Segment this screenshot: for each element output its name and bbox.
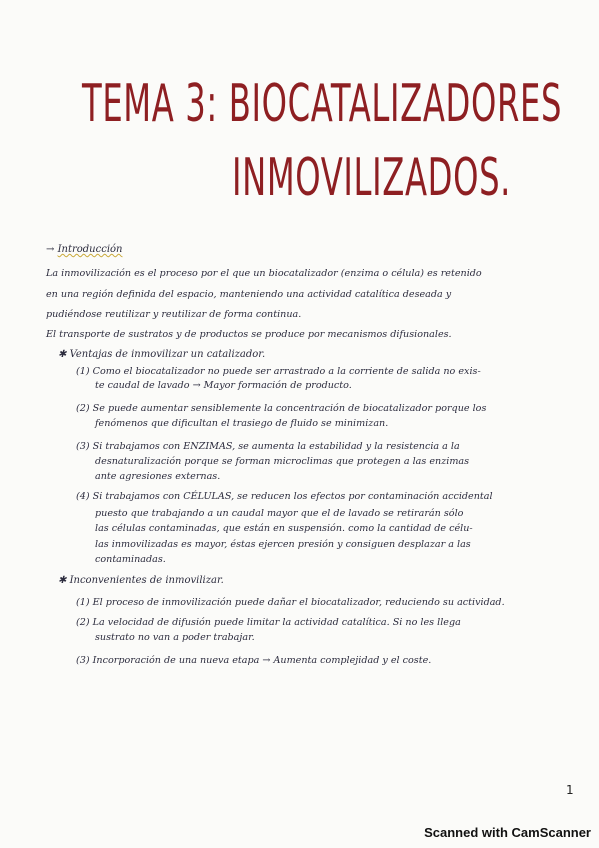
ventajas-line: fenómenos que dificultan el trasiego de fluido se minimizan. xyxy=(95,418,389,429)
inconvenientes-line: (3) Incorporación de una nueva etapa → Aumenta complejidad y el coste. xyxy=(76,655,432,666)
ventajas-line: puesto que trabajando a un caudal mayor que el de lavado se retirarán sólo xyxy=(95,508,464,519)
ventajas-line: (2) Se puede aumentar sensiblemente la concentración de biocatalizador porque los xyxy=(76,403,487,414)
intro-line: El transporte de sustratos y de productos se produce por mecanismos difusionales. xyxy=(46,329,452,340)
ventajas-line: las células contaminadas, que están en suspensión. como la cantidad de célu- xyxy=(95,523,473,534)
arrow-icon: → xyxy=(46,244,58,255)
inconvenientes-line: (1) El proceso de inmovilización puede dañar el biocatalizador, reduciendo su actividad. xyxy=(76,597,505,608)
page-number: 1 xyxy=(566,783,574,797)
ventajas-heading-row xyxy=(58,349,265,360)
inconvenientes-line: (2) La velocidad de difusión puede limitar la actividad catalítica. Si no les llega xyxy=(76,617,461,628)
title-line-2: INMOVILIZADOS. xyxy=(232,148,512,208)
ventajas-line: las inmovilizadas es mayor, éstas ejercen presión y consiguen desplazar a las xyxy=(95,539,471,550)
intro-heading: Introducción xyxy=(57,244,123,255)
intro-line: La inmovilización es el proceso por el que un biocatalizador (enzima o célula) es retenido xyxy=(46,268,482,279)
ventajas-line: (4) Si trabajamos con CÉLULAS, se reducen los efectos por contaminación accidental xyxy=(76,491,493,502)
bullet-icon: ✱ xyxy=(58,349,70,360)
inconvenientes-heading: Inconvenientes de inmovilizar. xyxy=(69,575,224,586)
ventajas-line: contaminadas. xyxy=(95,554,166,565)
bullet-icon: ✱ xyxy=(58,575,70,586)
intro-line: en una región definida del espacio, manteniendo una actividad catalítica deseada y xyxy=(46,289,452,300)
ventajas-heading: Ventajas de inmovilizar un catalizador. xyxy=(69,349,266,360)
ventajas-line: (3) Si trabajamos con ENZIMAS, se aumenta la estabilidad y la resistencia a la xyxy=(76,441,460,452)
title-line-1: TEMA 3: BIOCATALIZADORES xyxy=(82,74,563,134)
ventajas-line: ante agresiones externas. xyxy=(95,471,221,482)
ventajas-line: desnaturalización porque se forman microclimas que protegen a las enzimas xyxy=(95,456,470,467)
inconvenientes-line: sustrato no van a poder trabajar. xyxy=(95,632,255,643)
scanner-watermark: Scanned with CamScanner xyxy=(424,825,591,840)
ventajas-line: (1) Como el biocatalizador no puede ser arrastrado a la corriente de salida no exis- xyxy=(76,366,481,377)
intro-line: pudiéndose reutilizar y reutilizar de forma continua. xyxy=(46,309,302,320)
ventajas-line: te caudal de lavado → Mayor formación de producto. xyxy=(95,380,352,391)
intro-heading-row xyxy=(46,244,122,255)
inconvenientes-heading-row xyxy=(58,575,224,586)
